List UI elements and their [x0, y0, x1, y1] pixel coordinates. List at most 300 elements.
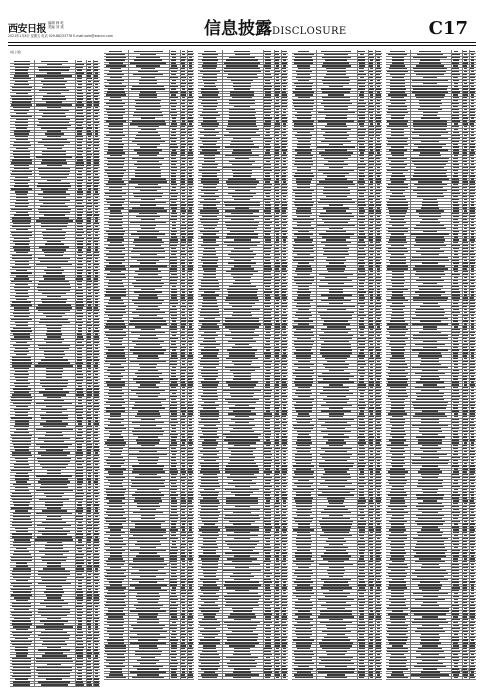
table-cell-text: [131, 257, 164, 258]
table-cell-text: [94, 618, 98, 619]
table-cell-text: [188, 239, 192, 240]
table-cell-text: [16, 119, 28, 120]
table-cell-text: [87, 536, 92, 537]
table-cell-text: [170, 300, 178, 301]
table-cell-text: [182, 454, 185, 455]
table-cell-text: [77, 435, 82, 436]
table-cell-text: [282, 62, 287, 63]
table-cell-text: [171, 184, 177, 185]
table-cell-text: [94, 287, 98, 288]
table-cell-text: [170, 471, 178, 472]
table-cell-text: [181, 202, 185, 203]
table-cell-text: [87, 232, 91, 233]
table-cell-text: [171, 274, 177, 275]
table-cell-text: [201, 222, 218, 223]
table-cell-text: [47, 107, 61, 108]
table-cell-text: [201, 91, 219, 92]
table-cell-text: [182, 277, 185, 278]
table-cell-text: [108, 610, 123, 611]
table-cell-text: [12, 362, 32, 363]
table-cell-text: [201, 88, 218, 89]
table-cell-text: [44, 441, 64, 442]
table-cell-text: [171, 71, 177, 72]
table-cell-text: [94, 342, 99, 343]
table-cell-text: [204, 228, 215, 229]
table-cell-text: [181, 631, 185, 632]
table-cell-text: [224, 68, 260, 69]
table-cell-text: [94, 574, 98, 575]
table-cell-text: [37, 458, 71, 459]
table-cell-text: [77, 101, 82, 102]
table-cell-text: [181, 170, 186, 171]
table-cell-text: [171, 671, 176, 672]
table-cell-text: [202, 175, 217, 176]
table-cell-text: [40, 261, 68, 262]
table-cell-text: [87, 287, 91, 288]
table-cell-text: [283, 181, 287, 182]
table-cell-text: [181, 94, 186, 95]
table-cell-text: [204, 135, 216, 136]
table-cell-text: [110, 416, 121, 417]
table-cell-text: [77, 209, 83, 210]
table-cell-text: [77, 133, 82, 134]
table-cell-text: [95, 551, 98, 552]
table-cell-text: [188, 242, 192, 243]
date-line: 2021年1月8日 星期五 电话 029-86233776 E-mail:xarb@xiancn.com: [8, 33, 113, 38]
table-cell-text: [135, 416, 160, 417]
table-cell-text: [170, 77, 178, 78]
table-cell-text: [94, 101, 99, 102]
table-cell-text: [12, 441, 31, 442]
table-cell-text: [76, 238, 84, 239]
table-cell-text: [76, 156, 83, 157]
table-cell-text: [226, 129, 259, 130]
table-cell-text: [87, 673, 92, 674]
table-cell-text: [228, 178, 255, 179]
table-cell-text: [76, 545, 84, 546]
table-cell-text: [87, 519, 91, 520]
table-cell-text: [76, 652, 83, 653]
table-cell-text: [94, 397, 99, 398]
table-cell-text: [94, 229, 99, 230]
table-cell-text: [46, 420, 62, 421]
table-cell-text: [87, 583, 91, 584]
table-cell-text: [181, 347, 186, 348]
table-cell-text: [181, 550, 185, 551]
table-cell-text: [87, 284, 91, 285]
table-cell-text: [225, 155, 258, 156]
table-cell-text: [282, 204, 286, 205]
table-cell-text: [47, 136, 60, 137]
table-cell-text: [87, 417, 92, 418]
table-cell-text: [44, 339, 65, 340]
table-column-2: [104, 50, 194, 682]
table-cell-text: [15, 81, 28, 82]
table-cell-text: [77, 548, 82, 549]
table-cell-text: [181, 239, 186, 240]
table-cell-text: [265, 181, 270, 182]
table-cell-text: [200, 231, 218, 232]
table-cell-text: [78, 403, 82, 404]
table-cell-text: [94, 591, 98, 592]
table-cell-text: [94, 406, 99, 407]
table-cell-text: [170, 338, 178, 339]
table-cell-text: [232, 152, 251, 153]
table-cell-text: [15, 125, 28, 126]
table-cell-text: [13, 502, 29, 503]
table-cell-text: [16, 270, 27, 271]
table-cell-text: [141, 199, 156, 200]
table-cell-text: [188, 74, 193, 75]
table-cell-text: [88, 531, 91, 532]
table-cell-text: [282, 141, 287, 142]
table-cell-text: [283, 109, 286, 110]
table-cell-text: [132, 471, 165, 472]
table-cell-text: [134, 291, 161, 292]
table-cell-text: [36, 444, 72, 445]
table-cell-text: [189, 146, 193, 147]
table-cell-text: [181, 581, 185, 582]
table-cell-text: [87, 649, 91, 650]
table-cell-text: [283, 164, 286, 165]
section-title-cn: 信息披露: [204, 19, 272, 39]
table-cell-text: [94, 681, 99, 682]
table-cell-text: [46, 368, 63, 369]
table-cell-text: [188, 576, 192, 577]
table-cell-text: [38, 681, 70, 682]
table-cell-text: [107, 239, 124, 240]
table-cell-text: [182, 248, 185, 249]
table-cell-text: [181, 129, 185, 130]
table-cell-text: [87, 499, 92, 500]
table-cell-text: [138, 126, 159, 127]
table-cell-text: [95, 644, 98, 645]
table-cell-text: [95, 612, 99, 613]
table-cell-text: [16, 275, 28, 276]
table-cell-text: [76, 322, 83, 323]
table-cell-text: [181, 439, 186, 440]
table-cell-text: [182, 364, 185, 365]
table-cell-text: [130, 631, 167, 632]
table-cell-text: [94, 159, 99, 160]
table-cell-text: [189, 555, 193, 556]
table-cell-text: [87, 391, 92, 392]
table-cell-text: [130, 320, 166, 321]
table-cell-text: [106, 381, 125, 382]
table-cell-text: [11, 188, 31, 189]
table-cell-text: [134, 149, 162, 150]
table-cell-text: [87, 243, 91, 244]
table-cell-text: [87, 151, 91, 152]
table-cell-text: [141, 515, 155, 516]
table-cell-text: [88, 177, 91, 178]
table-cell-text: [94, 525, 98, 526]
table-cell-text: [77, 603, 82, 604]
table-cell-text: [109, 474, 123, 475]
table-cell-text: [181, 216, 185, 217]
table-cell-text: [276, 65, 279, 66]
table-cell-text: [275, 54, 279, 55]
table-cell-text: [94, 185, 98, 186]
table-cell-text: [94, 522, 99, 523]
table-cell-text: [94, 357, 98, 358]
table-cell-text: [170, 666, 177, 667]
table-cell-text: [202, 94, 218, 95]
table-cell-text: [188, 463, 193, 464]
table-cell-text: [188, 155, 193, 156]
table-cell-text: [87, 249, 91, 250]
table-cell-text: [171, 265, 177, 266]
table-cell-text: [12, 536, 32, 537]
table-cell-text: [170, 326, 177, 327]
table-cell-text: [76, 409, 83, 410]
table-cell-text: [181, 405, 185, 406]
table-cell-text: [95, 536, 98, 537]
table-cell-text: [95, 299, 98, 300]
table-cell-text: [108, 245, 124, 246]
table-cell-text: [201, 181, 219, 182]
table-cell-text: [108, 608, 124, 609]
table-cell-text: [13, 554, 31, 555]
table-cell-text: [106, 231, 125, 232]
table-cell-text: [264, 155, 271, 156]
table-cell-text: [12, 533, 32, 534]
table-cell-text: [136, 381, 159, 382]
table-cell-text: [225, 146, 258, 147]
table-cell-text: [42, 87, 67, 88]
table-cell-text: [16, 406, 28, 407]
table-cell-text: [78, 171, 82, 172]
table-cell-text: [188, 202, 192, 203]
table-cell-text: [95, 107, 98, 108]
table-cell-text: [202, 77, 217, 78]
table-cell-text: [135, 654, 162, 655]
table-cell-text: [94, 383, 98, 384]
table-cell-text: [170, 138, 177, 139]
table-cell-text: [95, 626, 98, 627]
table-cell-text: [227, 228, 257, 229]
table-cell-text: [234, 106, 249, 107]
table-cell-text: [76, 455, 83, 456]
table-cell-text: [282, 175, 286, 176]
table-cell-text: [189, 552, 192, 553]
table-cell-text: [188, 460, 192, 461]
table-cell-text: [40, 206, 69, 207]
table-cell-text: [38, 481, 70, 482]
table-cell-text: [106, 54, 126, 55]
table-cell-text: [12, 644, 31, 645]
table-cell-text: [76, 496, 83, 497]
table-cell-text: [137, 593, 158, 594]
table-cell-text: [105, 361, 126, 362]
table-cell-text: [188, 196, 192, 197]
table-cell-text: [94, 156, 99, 157]
table-cell-text: [77, 272, 82, 273]
table-cell-text: [189, 103, 193, 104]
table-cell-text: [134, 500, 162, 501]
table-cell-text: [110, 213, 122, 214]
table-cell-text: [47, 565, 61, 566]
table-cell-text: [14, 238, 29, 239]
table-cell-text: [12, 522, 32, 523]
table-cell-text: [94, 528, 98, 529]
table-cell-text: [265, 80, 270, 81]
table-cell-text: [45, 435, 62, 436]
table-cell-text: [188, 468, 192, 469]
table-cell-text: [87, 351, 92, 352]
table-cell-text: [181, 175, 185, 176]
table-cell-text: [233, 149, 250, 150]
table-cell-text: [110, 271, 121, 272]
table-cell-text: [136, 344, 161, 345]
table-cell-text: [170, 271, 177, 272]
table-cell-text: [133, 628, 163, 629]
table-cell-text: [275, 170, 280, 171]
table-cell-text: [15, 203, 29, 204]
table-cell-text: [181, 463, 186, 464]
table-cell-text: [188, 610, 193, 611]
table-cell-text: [87, 98, 90, 99]
table-cell-text: [182, 109, 185, 110]
table-cell-text: [108, 257, 124, 258]
table-cell-text: [188, 236, 193, 237]
table-cell-text: [265, 207, 271, 208]
table-cell-text: [140, 663, 156, 664]
table-cell-text: [47, 330, 61, 331]
table-cell-text: [87, 502, 92, 503]
table-cell-text: [87, 461, 91, 462]
table-cell-text: [77, 159, 83, 160]
table-cell-text: [170, 584, 177, 585]
table-cell-text: [275, 187, 279, 188]
table-cell-text: [94, 151, 99, 152]
table-cell-text: [76, 635, 83, 636]
table-cell-text: [87, 542, 91, 543]
table-cell-text: [77, 365, 82, 366]
table-cell-text: [95, 606, 98, 607]
table-cell-text: [94, 351, 99, 352]
table-cell-text: [201, 190, 218, 191]
table-cell-text: [181, 613, 185, 614]
table-cell-text: [188, 558, 193, 559]
table-cell-text: [47, 64, 62, 65]
table-cell-text: [87, 406, 92, 407]
table-cell-text: [41, 223, 68, 224]
table-cell-text: [189, 291, 193, 292]
table-cell-text: [134, 196, 162, 197]
table-cell-text: [181, 297, 186, 298]
table-cell-text: [135, 170, 161, 171]
table-cell-text: [41, 61, 68, 62]
table-cell-text: [43, 235, 65, 236]
table-cell-text: [16, 212, 28, 213]
table-cell-text: [87, 444, 92, 445]
table-cell-text: [78, 261, 82, 262]
table-cell-text: [225, 204, 260, 205]
table-cell-text: [77, 609, 82, 610]
table-cell-text: [137, 231, 159, 232]
table-cell-text: [12, 603, 31, 604]
table-cell-text: [188, 280, 192, 281]
table-cell-text: [264, 167, 271, 168]
table-cell-text: [88, 293, 91, 294]
table-cell-text: [77, 594, 83, 595]
table-cell-text: [171, 196, 177, 197]
table-cell-text: [189, 419, 192, 420]
table-cell-text: [46, 377, 62, 378]
table-cell-text: [87, 223, 91, 224]
table-cell-text: [87, 229, 92, 230]
table-cell-text: [77, 75, 82, 76]
table-cell-text: [189, 390, 192, 391]
table-cell-text: [170, 407, 177, 408]
table-cell-text: [171, 642, 177, 643]
table-cell-text: [275, 190, 279, 191]
table-cell-text: [87, 185, 91, 186]
table-cell-text: [283, 86, 287, 87]
table-cell-text: [107, 494, 124, 495]
table-cell-text: [88, 81, 91, 82]
table-cell-text: [282, 51, 287, 52]
table-cell-text: [11, 435, 32, 436]
table-cell-text: [275, 135, 280, 136]
table-cell-text: [106, 306, 126, 307]
table-cell-text: [135, 523, 161, 524]
table-cell-text: [14, 165, 30, 166]
table-cell-text: [46, 333, 62, 334]
table-cell-text: [42, 98, 66, 99]
table-cell-text: [41, 359, 68, 360]
table-cell-text: [15, 284, 29, 285]
table-cell-text: [189, 509, 192, 510]
table-cell-text: [87, 470, 92, 471]
table-cell-text: [95, 127, 98, 128]
table-cell-text: [15, 191, 29, 192]
table-cell-text: [275, 155, 279, 156]
table-cell-text: [46, 371, 63, 372]
table-cell-text: [108, 233, 124, 234]
table-cell-text: [94, 188, 98, 189]
table-cell-text: [110, 364, 121, 365]
table-cell-text: [201, 236, 219, 237]
table-cell-text: [106, 291, 126, 292]
table-cell-text: [77, 446, 82, 447]
table-cell-text: [12, 493, 31, 494]
table-cell-text: [107, 274, 125, 275]
table-cell-text: [181, 378, 185, 379]
table-cell-text: [170, 410, 177, 411]
table-cell-text: [78, 513, 82, 514]
table-cell-text: [88, 658, 91, 659]
table-cell-text: [14, 287, 30, 288]
table-cell-text: [135, 187, 162, 188]
table-cell-text: [87, 377, 91, 378]
header-rule-thin: [8, 45, 476, 46]
table-cell-text: [105, 651, 126, 652]
table-cell-text: [132, 141, 165, 142]
table-cell-text: [87, 446, 92, 447]
table-cell-text: [105, 468, 126, 469]
table-cell-text: [47, 296, 60, 297]
table-cell-text: [40, 478, 68, 479]
table-cell-text: [88, 374, 91, 375]
table-cell-text: [77, 69, 82, 70]
table-cell-text: [170, 146, 178, 147]
table-cell-text: [94, 336, 99, 337]
table-cell-text: [107, 593, 125, 594]
table-cell-text: [108, 349, 124, 350]
table-cell-text: [39, 110, 69, 111]
